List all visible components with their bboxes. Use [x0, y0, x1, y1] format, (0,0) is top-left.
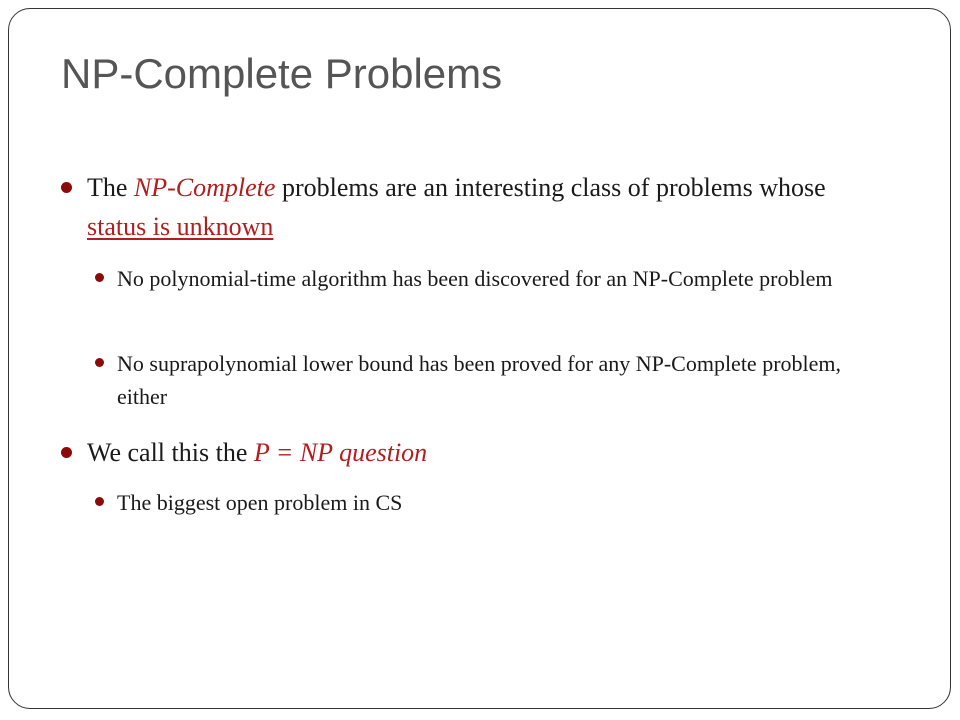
slide-title: NP-Complete Problems: [61, 50, 503, 97]
sub-bullet-biggest-open-problem: [117, 486, 877, 519]
p-np-question-term: P = NP question: [253, 438, 428, 467]
bullet-np-complete: [87, 168, 887, 246]
status-unknown-link[interactable]: status is unknown: [87, 212, 274, 241]
sub-bullet-no-lower-bound: [117, 347, 877, 413]
sub-bullet-text: The biggest open problem in CS: [117, 490, 403, 515]
sub-bullet-dot-icon: [95, 358, 104, 367]
bullet-text-pre: The: [87, 173, 134, 202]
sub-bullet-no-polynomial-algorithm: [117, 262, 877, 295]
sub-bullet-text: No polynomial-time algorithm has been discovered for an NP-Complete problem: [117, 266, 833, 291]
bullet-text-pre: We call this the: [87, 438, 254, 467]
sub-bullet-dot-icon: [95, 273, 104, 282]
bullet-dot-icon: [61, 182, 72, 193]
sub-bullet-text: No suprapolynomial lower bound has been proved for any NP-Complete problem, either: [117, 351, 842, 409]
bullet-dot-icon: [61, 447, 72, 458]
np-complete-term: NP-Complete: [133, 173, 276, 202]
bullet-p-np-question: [87, 433, 887, 472]
sub-bullet-dot-icon: [95, 497, 104, 506]
bullet-text-mid: problems are an interesting class of problems whose: [275, 173, 826, 202]
